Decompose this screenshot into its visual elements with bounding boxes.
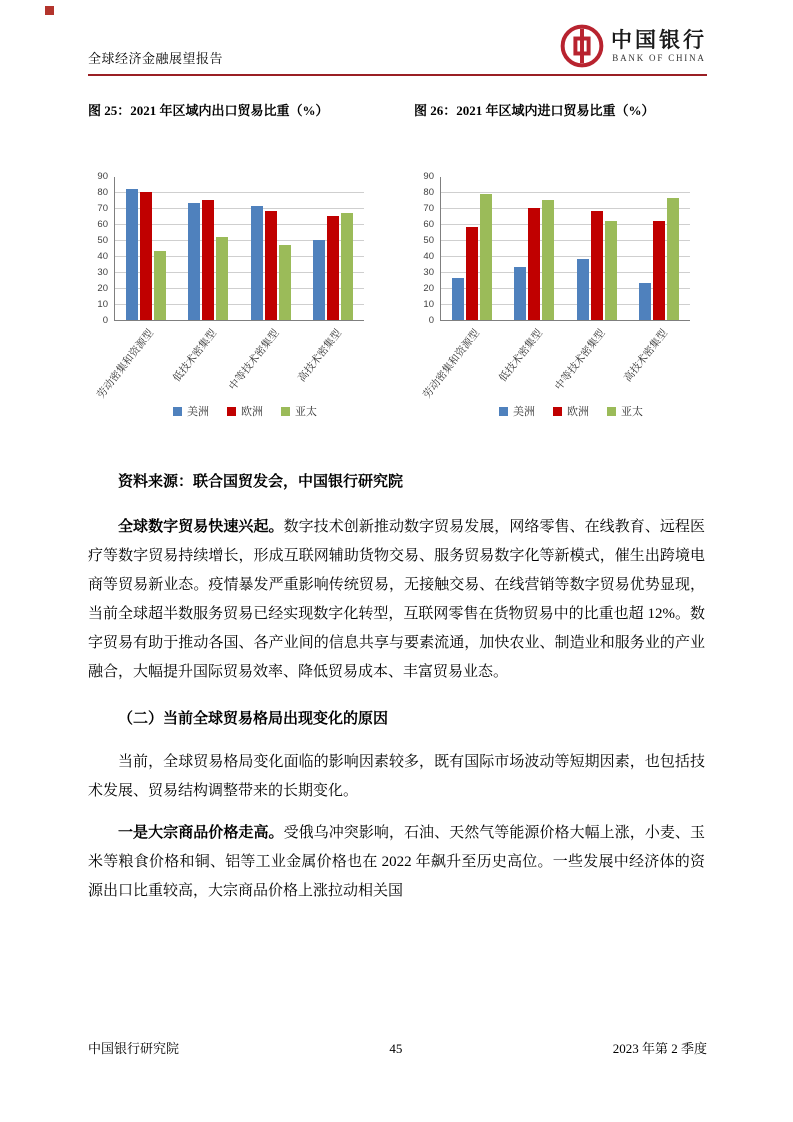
y-tick-label: 40 [97,250,108,262]
plot-area [440,177,690,321]
y-tick-label: 20 [97,282,108,294]
legend-label: 美洲 [187,406,209,418]
plot-row [88,170,376,326]
legend-item [281,403,317,419]
legend-item [499,403,535,419]
x-axis-label: 中等技术密集型 [552,327,608,393]
legend-item [553,403,589,419]
bar-美洲 [452,278,464,320]
bar-亚太 [605,221,617,320]
plot-row [414,170,702,326]
chart-legend [440,403,702,419]
y-axis [88,170,114,326]
y-tick-label: 0 [102,314,108,326]
y-tick-label: 30 [423,266,434,278]
legend-swatch [173,407,182,416]
figure-25-title: 图 25：2021 年区域内出口贸易比重（%） [88,103,329,118]
bar-欧洲 [140,192,152,320]
bar-group [126,189,166,320]
bar-欧洲 [591,211,603,320]
legend-label: 亚太 [621,406,643,418]
figure-25-chart [88,170,376,419]
paragraph-lead-bold: 全球数字贸易快速兴起。 [118,519,284,535]
footer-issue: 2023 年第 2 季度 [612,1041,707,1056]
section-heading-2: （二）当前全球贸易格局出现变化的原因 [118,711,389,727]
legend-item [227,403,263,419]
legend-label: 欧洲 [567,406,589,418]
y-axis [414,170,440,326]
legend-swatch [553,407,562,416]
bar-亚太 [542,200,554,320]
paragraph-commodity-prices [88,819,705,906]
x-axis [88,321,376,401]
x-axis [414,321,702,401]
y-tick-label: 10 [423,298,434,310]
paragraph-reasons-intro: 当前，全球贸易格局变化面临的影响因素较多，既有国际市场波动等短期因素，也包括技术发展、贸易结构调整带来的长期变化。 [88,754,705,799]
footer-institute: 中国银行研究院 [88,1041,180,1056]
legend-swatch [281,407,290,416]
bar-group [251,206,291,320]
bar-美洲 [514,267,526,320]
legend-swatch [607,407,616,416]
x-axis-label: 高技术密集型 [621,327,670,385]
y-tick-label: 0 [428,314,434,326]
bar-欧洲 [528,208,540,320]
x-axis-label: 低技术密集型 [496,327,545,385]
figure-26 [414,100,702,419]
bar-group [577,211,617,320]
chart-legend [114,403,376,419]
bar-亚太 [154,251,166,320]
y-tick-label: 20 [423,282,434,294]
bar-美洲 [577,259,589,320]
bar-亚太 [480,194,492,320]
x-axis-label: 低技术密集型 [170,327,219,385]
bar-欧洲 [327,216,339,320]
x-axis-label: 高技术密集型 [295,327,344,385]
y-tick-label: 80 [97,186,108,198]
bar-group [313,213,353,320]
page-footer [88,1038,707,1057]
legend-item [173,403,209,419]
bank-of-china-logo [560,24,707,68]
bar-美洲 [126,189,138,320]
y-tick-label: 60 [423,218,434,230]
page-header [88,24,707,72]
plot-area [114,177,364,321]
legend-label: 美洲 [513,406,535,418]
y-tick-label: 90 [423,170,434,182]
y-tick-label: 10 [97,298,108,310]
figure-25 [88,100,376,419]
figure-26-chart [414,170,702,419]
y-tick-label: 60 [97,218,108,230]
bar-欧洲 [265,211,277,320]
corner-mark [45,6,54,15]
bar-group [639,198,679,320]
bar-美洲 [251,206,263,320]
y-tick-label: 30 [97,266,108,278]
bar-欧洲 [202,200,214,320]
x-axis-label: 劳动密集和资源型 [95,327,157,401]
bar-亚太 [667,198,679,320]
legend-swatch [227,407,236,416]
bar-亚太 [279,245,291,320]
bar-group [452,194,492,320]
source-note: 资料来源：联合国贸发会，中国银行研究院 [118,474,404,490]
bar-美洲 [639,283,651,320]
logo-name-cn: 中国银行 [611,27,707,52]
legend-item [607,403,643,419]
legend-label: 亚太 [295,406,317,418]
paragraph-lead-bold: 一是大宗商品价格走高。 [118,825,284,841]
report-title: 全球经济金融展望报告 [88,51,224,66]
legend-swatch [499,407,508,416]
x-axis-label: 中等技术密集型 [226,327,282,393]
y-tick-label: 90 [97,170,108,182]
bar-group [188,200,228,320]
y-tick-label: 70 [97,202,108,214]
y-tick-label: 50 [423,234,434,246]
logo-text [611,27,707,63]
page-number: 45 [389,1041,403,1056]
y-tick-label: 50 [97,234,108,246]
paragraph-digital-trade [88,513,705,687]
x-axis-label: 劳动密集和资源型 [421,327,483,401]
bar-group [514,200,554,320]
paragraph-text: 数字技术创新推动数字贸易发展，网络零售、在线教育、远程医疗等数字贸易持续增长，形成互联网辅助货物交易、服务贸易数字化等新模式，催生出跨境电商等贸易新业态。疫情暴发严重影响传统贸易，无接触交易、在线营销等数字贸易优势显现，当前全球超半数服务贸易已经实现数字化转型，互联网零售在货物贸易中的比重也超 12%。数字贸易有助于推动各国、各产业间的信息共享与要素流通，加快农业、制造业和服务业的产业融合，大幅提升国际贸易效率、降低贸易成本、丰富贸易业态。 [88,519,705,680]
y-tick-label: 40 [423,250,434,262]
body-text [88,468,705,919]
logo-name-en: BANK OF CHINA [612,52,706,63]
bar-亚太 [216,237,228,320]
bar-美洲 [188,203,200,320]
bar-欧洲 [466,227,478,320]
paragraph-text: 受俄乌冲突影响，石油、天然气等能源价格大幅上涨，小麦、玉米等粮食价格和铜、铝等工业金属价格也在 2022 年飙升至历史高位。一些发展中经济体的资源出口比重较高，大宗商品价格上涨拉动相关国 [88,825,705,899]
bar-美洲 [313,240,325,320]
y-tick-label: 70 [423,202,434,214]
bank-of-china-emblem-icon [560,24,604,68]
header-divider [88,74,707,76]
bar-亚太 [341,213,353,320]
figures-row [88,100,702,419]
bar-欧洲 [653,221,665,320]
figure-26-title: 图 26：2021 年区域内进口贸易比重（%） [414,103,655,118]
y-tick-label: 80 [423,186,434,198]
legend-label: 欧洲 [241,406,263,418]
